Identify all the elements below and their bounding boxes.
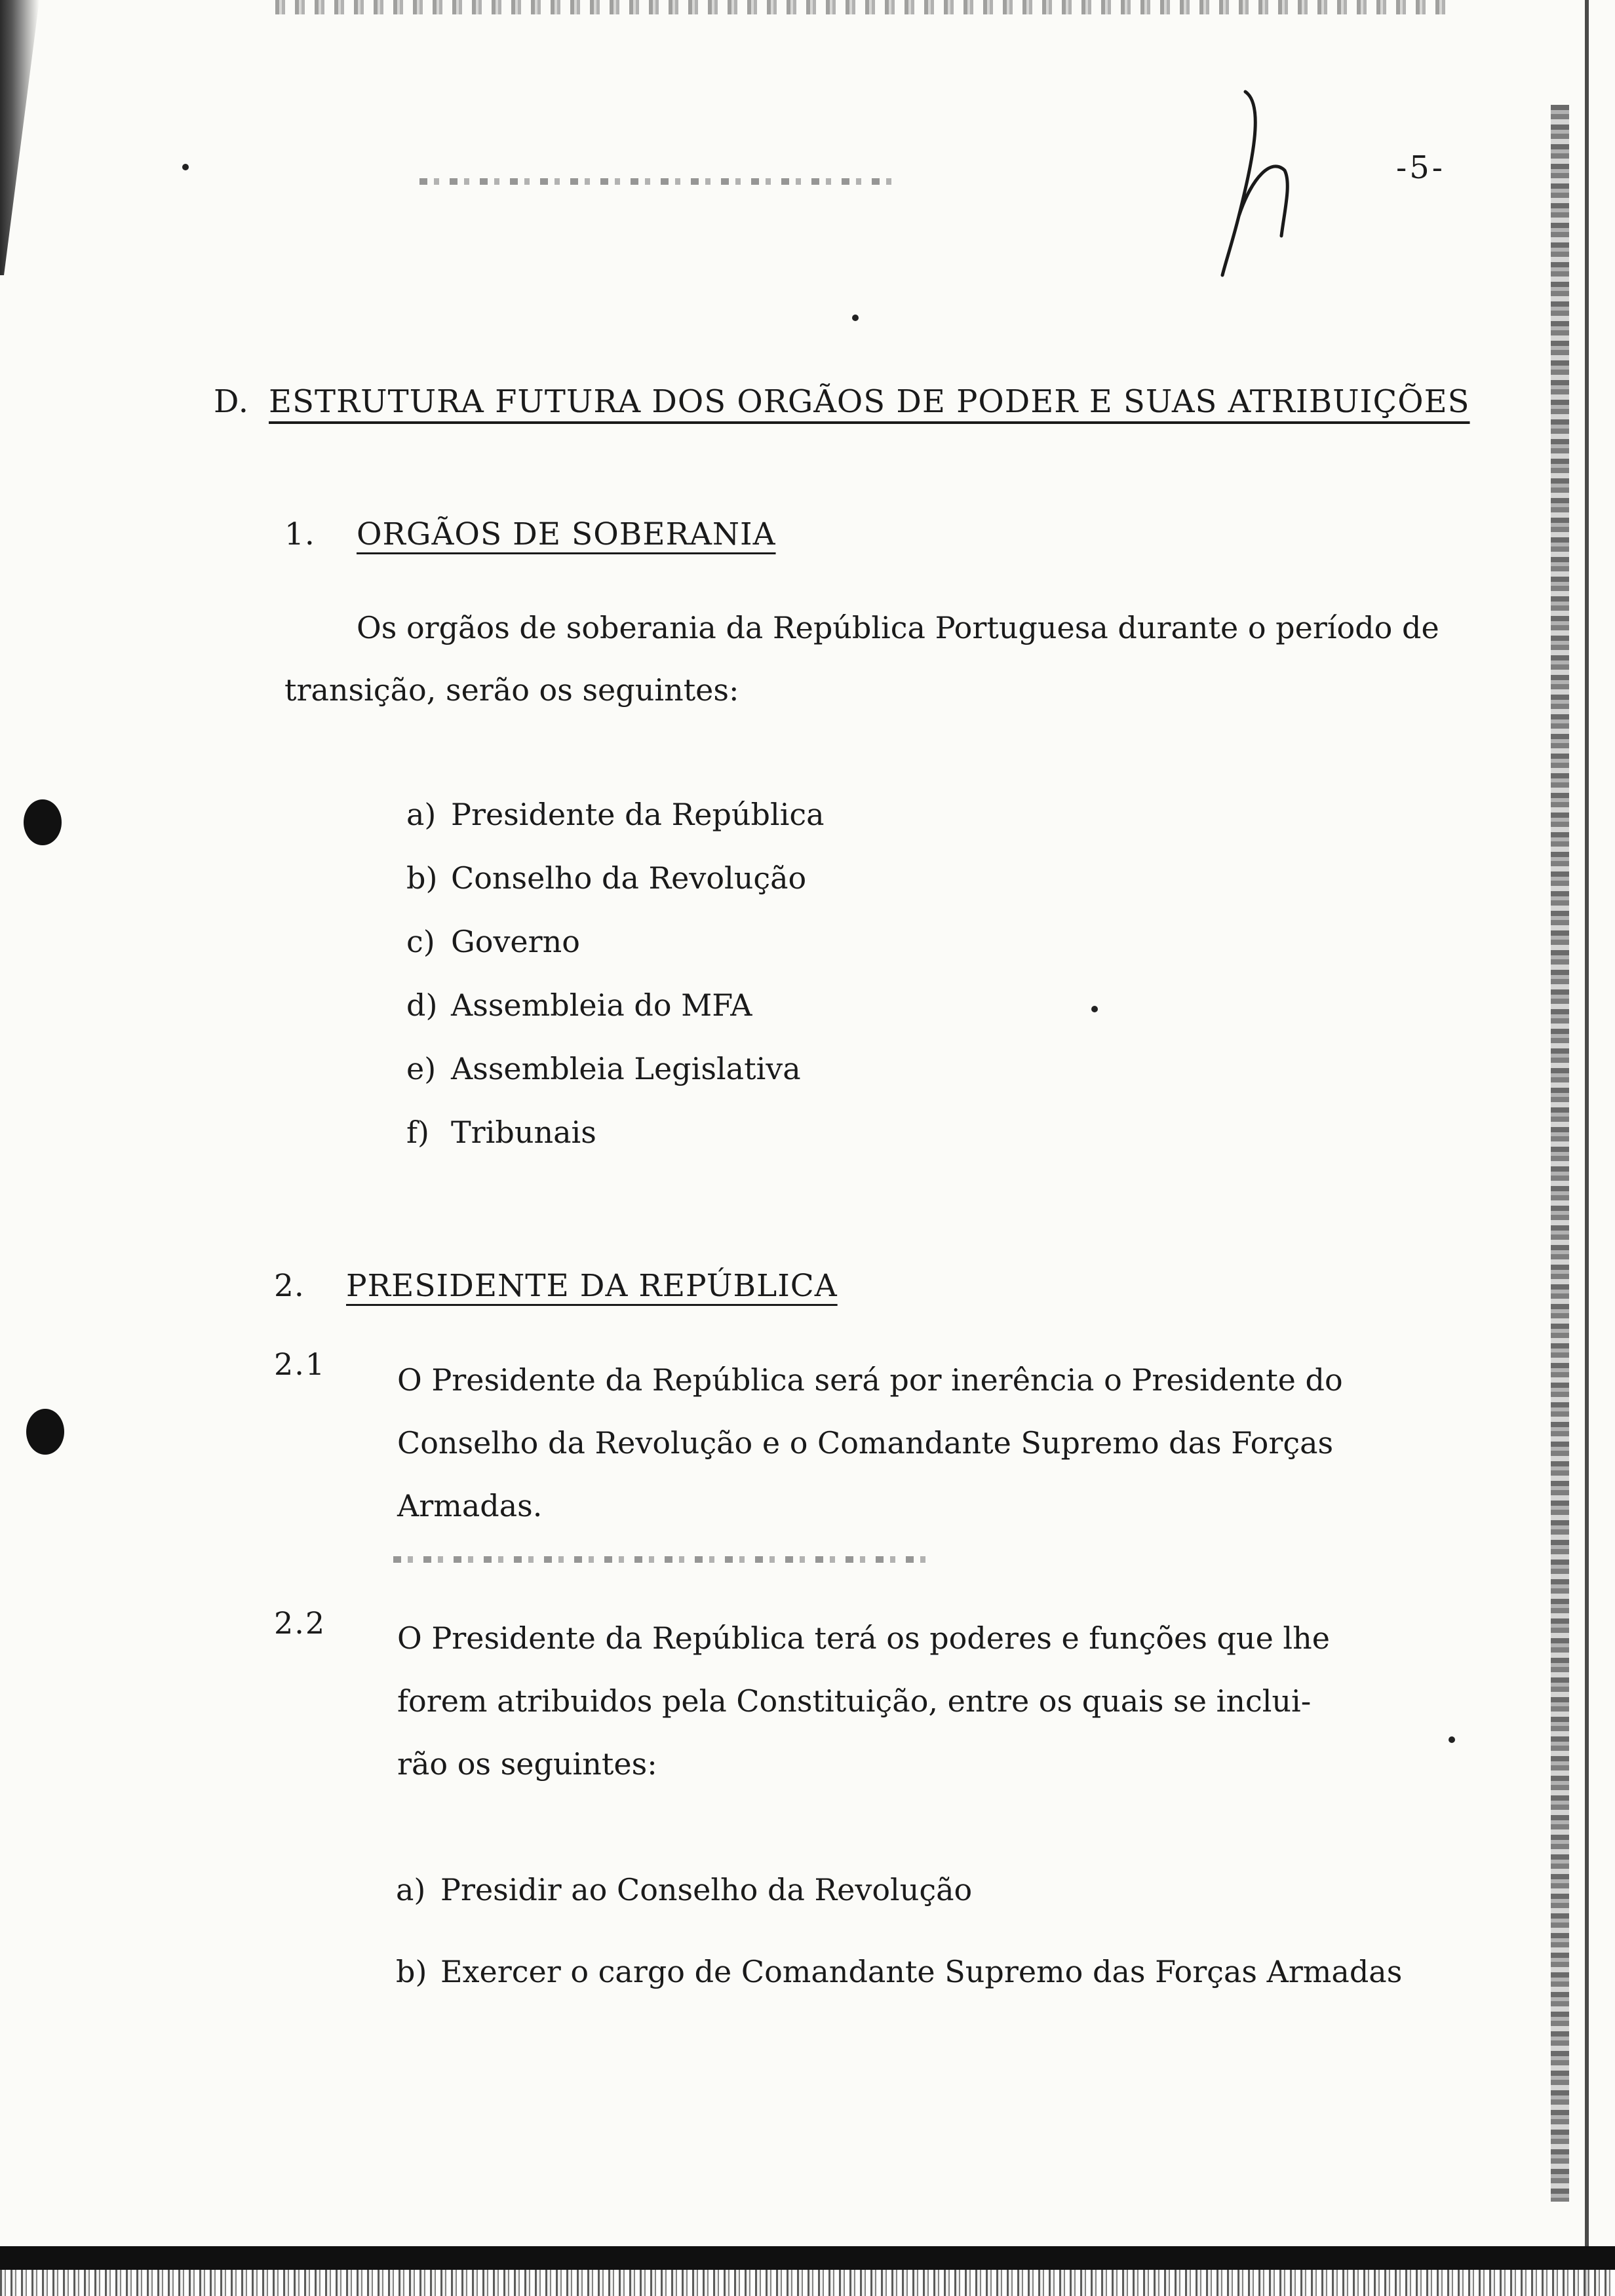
intro-line-1: Os orgãos de soberania da República Portuguesa durante o período de bbox=[357, 610, 1439, 645]
list-item-marker: a) bbox=[396, 1872, 426, 1907]
president-powers-list bbox=[396, 1849, 1402, 2013]
subsection-title: ORGÃOS DE SOBERANIA bbox=[357, 516, 776, 552]
list-item-text: Presidente da República bbox=[451, 797, 825, 832]
list-item bbox=[406, 910, 825, 974]
list-item bbox=[406, 1037, 825, 1101]
subsection-number: 1. bbox=[284, 516, 315, 552]
list-item-marker: a) bbox=[406, 797, 437, 832]
subsection-heading-1 bbox=[284, 516, 776, 552]
list-item bbox=[406, 847, 825, 910]
clause-text bbox=[397, 1349, 1343, 1537]
list-item bbox=[396, 1849, 1402, 1931]
list-item-text: Tribunais bbox=[451, 1115, 596, 1150]
scan-bottom-bar bbox=[0, 2246, 1615, 2270]
list-item-marker: b) bbox=[396, 1954, 427, 1989]
scan-speck bbox=[182, 164, 189, 170]
scan-smudge bbox=[419, 178, 891, 185]
list-item-marker: d) bbox=[406, 987, 438, 1023]
list-item-marker: c) bbox=[406, 924, 435, 959]
subsection-heading-2 bbox=[274, 1268, 838, 1304]
subsection-number: 2. bbox=[274, 1268, 305, 1304]
list-item-marker: f) bbox=[406, 1115, 429, 1150]
page-number: -5- bbox=[1396, 149, 1445, 186]
clause-line: Conselho da Revolução e o Comandante Supremo das Forças bbox=[397, 1425, 1334, 1461]
list-item bbox=[406, 974, 825, 1037]
list-item bbox=[396, 1931, 1402, 2013]
sovereignty-organs-list bbox=[406, 783, 825, 1164]
scan-speck bbox=[1091, 1006, 1098, 1012]
scan-right-strip bbox=[1551, 105, 1569, 2202]
list-item-text: Presidir ao Conselho da Revolução bbox=[440, 1872, 973, 1907]
clause-line: forem atribuidos pela Constituição, entre os quais se inclui- bbox=[397, 1683, 1312, 1719]
scan-edge-shadow bbox=[0, 0, 39, 275]
section-title: ESTRUTURA FUTURA DOS ORGÃOS DE PODER E SUAS ATRIBUIÇÕES bbox=[269, 383, 1470, 420]
section-letter: D. bbox=[214, 383, 250, 420]
section-heading bbox=[214, 383, 1470, 420]
list-item-marker: e) bbox=[406, 1051, 437, 1086]
scan-bottom-noise bbox=[0, 2270, 1615, 2296]
clause-line: rão os seguintes: bbox=[397, 1746, 657, 1782]
scan-top-noise bbox=[275, 0, 1455, 14]
list-item-text: Governo bbox=[451, 924, 580, 959]
clause-line: O Presidente da República será por inerência o Presidente do bbox=[397, 1362, 1343, 1398]
scan-speck bbox=[1449, 1736, 1455, 1743]
list-item bbox=[406, 783, 825, 847]
punch-hole bbox=[24, 799, 62, 845]
list-item bbox=[406, 1101, 825, 1164]
list-item-text: Assembleia do MFA bbox=[451, 987, 752, 1023]
handwritten-initials bbox=[1199, 85, 1317, 282]
intro-line-2: transição, serão os seguintes: bbox=[284, 672, 739, 708]
list-item-marker: b) bbox=[406, 860, 438, 896]
list-item-text: Assembleia Legislativa bbox=[451, 1051, 801, 1086]
clause-number: 2.2 bbox=[274, 1605, 326, 1641]
scan-right-edge bbox=[1585, 0, 1589, 2296]
clause-line: O Presidente da República terá os poderes e funções que lhe bbox=[397, 1620, 1330, 1656]
list-item-text: Exercer o cargo de Comandante Supremo das Forças Armadas bbox=[440, 1954, 1403, 1989]
subsection-title: PRESIDENTE DA REPÚBLICA bbox=[346, 1268, 838, 1304]
clause-number: 2.1 bbox=[274, 1347, 326, 1382]
list-item-text: Conselho da Revolução bbox=[451, 860, 807, 896]
scan-smudge bbox=[393, 1556, 931, 1563]
clause-line: Armadas. bbox=[397, 1488, 543, 1523]
scan-speck bbox=[852, 315, 859, 321]
punch-hole bbox=[26, 1409, 64, 1455]
clause-text bbox=[397, 1607, 1330, 1795]
